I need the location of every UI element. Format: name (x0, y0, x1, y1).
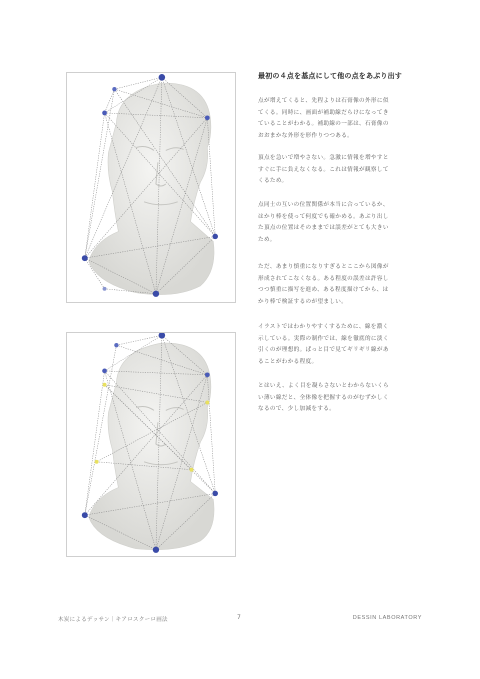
bust-drawing-2 (67, 333, 235, 556)
point (153, 291, 159, 297)
point-yellow (103, 383, 107, 387)
figure-bust-construction-1 (66, 72, 236, 303)
point (212, 234, 218, 240)
point (102, 111, 107, 116)
point-yellow (95, 460, 99, 464)
paragraph-1: 点が増えてくると、先程よりは石膏像の外形に似 てくる。同時に、画面が補助線だらけになってき ていることがわかる。補助線の一部は、石膏像の おおまかな外形を形作りつつある。 (258, 98, 389, 139)
point (205, 115, 210, 120)
point (153, 547, 159, 553)
point (82, 255, 88, 261)
point (212, 491, 218, 497)
point (159, 333, 166, 339)
point (82, 512, 88, 518)
point (114, 343, 118, 347)
point (159, 74, 166, 81)
paragraph-3: 点同士の互いの位置関係が本当に合っているか、 はかり棒を使って何度でも確かめる。あぶり出し た頂点の位置はそのままでは誤差がとても大きい ため。 (258, 202, 389, 243)
section-heading: 最初の４点を基点にして他の点をあぶり出す (258, 72, 402, 80)
page-number: 7 (237, 614, 241, 621)
point (103, 287, 107, 291)
footer-brand: DESSIN LABORATORY (352, 615, 422, 621)
point (102, 369, 107, 374)
point-yellow (205, 401, 209, 405)
bust-silhouette (89, 83, 214, 294)
point (205, 372, 210, 377)
point (112, 87, 116, 91)
figure-bust-construction-2 (66, 332, 236, 557)
paragraph-5: イラストではわかりやすくするために、線を濃く 示している。実際の制作では、線を徹底的に淡く 引くのが理想的。ぱっと目で見てギリギリ線があ ることがわかる程度。 (258, 324, 389, 365)
point-yellow (190, 468, 194, 472)
paragraph-4: ただ、あまり慎重になりすぎるとここから図像が 形成されてこなくなる。ある程度の誤差は許容し つつ慎重に描写を進め、ある程度描けてから、は かり棒で検証するのが望ましい。 (258, 264, 389, 305)
paragraph-6: とはいえ、よく目を凝らさないとわからないくら い薄い線だと、全体像を把握するのがむずかしく なるので、少し加減をする。 (258, 383, 390, 413)
bust-drawing-1 (67, 73, 235, 302)
paragraph-2: 頂点を急いで増やさない。急激に情報を増やすと すぐに手に負えなくなる。これは情報が観察して くるため。 (258, 155, 389, 185)
footer-book-title: 木炭によるデッサン｜キアロスクーロ画法 (58, 617, 168, 623)
